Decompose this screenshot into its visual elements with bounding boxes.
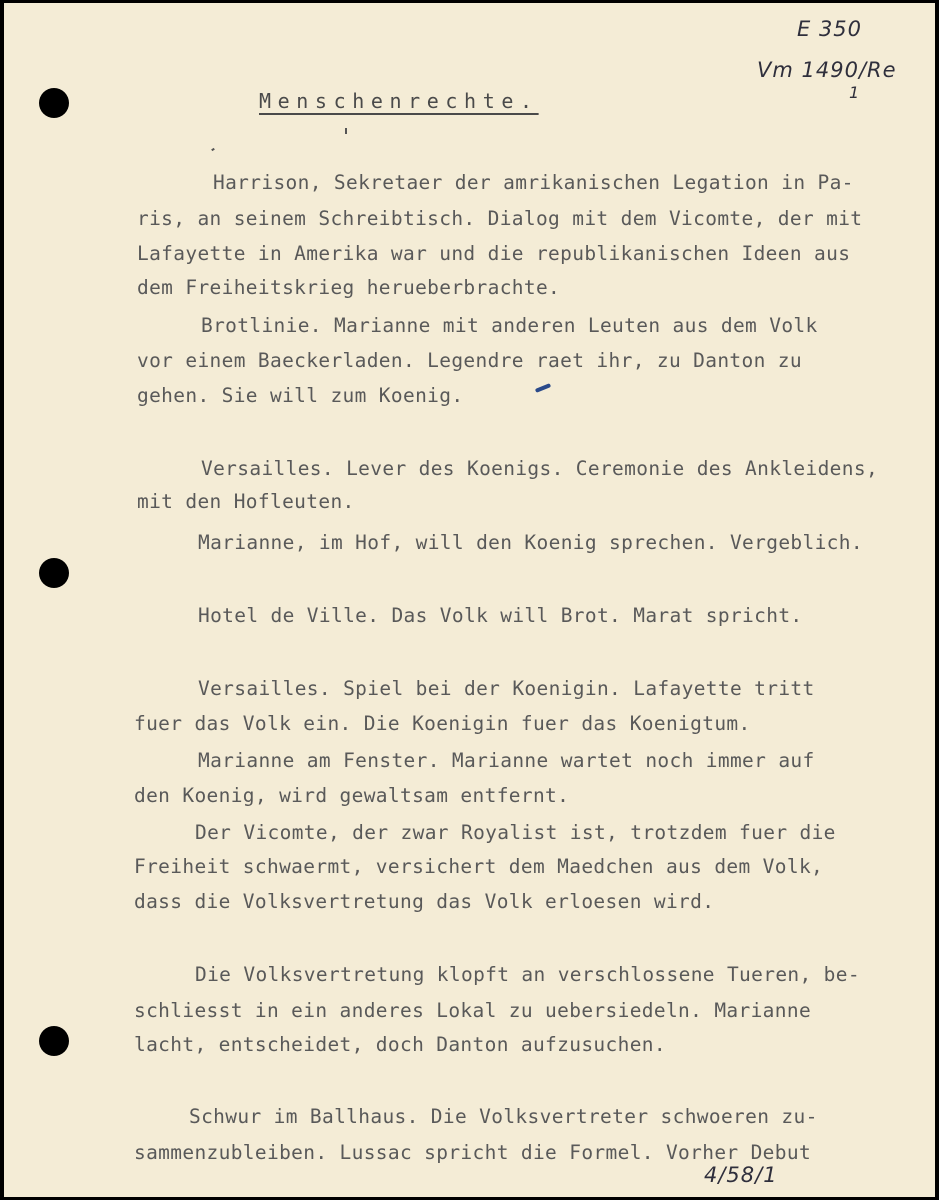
text-line: Versailles. Lever des Koenigs. Ceremonie des Ankleidens, (201, 457, 879, 480)
text-line: vor einem Baeckerladen. Legendre raet ihr, zu Danton zu (137, 349, 802, 372)
text-line: lacht, entscheidet, doch Danton aufzusuchen. (134, 1033, 666, 1056)
document-page (4, 3, 935, 1197)
archive-reference-sub: 1 (849, 83, 861, 102)
text-line: mit den Hofleuten. (137, 490, 355, 513)
pen-mark (211, 148, 215, 151)
punch-hole (39, 1026, 69, 1056)
text-line: Hotel de Ville. Das Volk will Brot. Marat spricht. (198, 604, 803, 627)
text-line: dass die Volksvertretung das Volk erloesen wird. (134, 890, 715, 913)
pen-mark (345, 128, 347, 134)
text-line: ris, an seinem Schreibtisch. Dialog mit dem Vicomte, der mit (137, 207, 863, 230)
text-line: schliesst in ein anderes Lokal zu uebersiedeln. Marianne (134, 999, 812, 1022)
punch-hole (39, 88, 69, 118)
text-line: Harrison, Sekretaer der amrikanischen Legation in Pa- (213, 171, 854, 194)
ink-mark (535, 383, 551, 393)
text-line: den Koenig, wird gewaltsam entfernt. (134, 784, 570, 807)
page-number: 4/58/1 (704, 1163, 778, 1187)
document-title: Menschenrechte. (259, 89, 539, 113)
text-line: Marianne am Fenster. Marianne wartet noch immer auf (198, 749, 815, 772)
text-line: Brotlinie. Marianne mit anderen Leuten aus dem Volk (201, 314, 818, 337)
archive-reference: Vm 1490/Re (757, 58, 897, 82)
text-line: gehen. Sie will zum Koenig. (137, 384, 464, 407)
text-line: Versailles. Spiel bei der Koenigin. Lafayette tritt (198, 677, 815, 700)
text-line: fuer das Volk ein. Die Koenigin fuer das Koenigtum. (134, 712, 751, 735)
text-line: Die Volksvertretung klopft an verschlossene Tueren, be- (195, 963, 860, 986)
text-line: Lafayette in Amerika war und die republikanischen Ideen aus (137, 242, 851, 265)
text-line: Der Vicomte, der zwar Royalist ist, trotzdem fuer die (195, 821, 836, 844)
text-line: Schwur im Ballhaus. Die Volksvertreter schwoeren zu- (189, 1105, 818, 1128)
text-line: sammenzubleiben. Lussac spricht die Formel. Vorher Debut (134, 1141, 812, 1164)
text-line: Marianne, im Hof, will den Koenig sprechen. Vergeblich. (198, 531, 863, 554)
text-line: dem Freiheitskrieg herueberbrachte. (137, 276, 561, 299)
punch-hole (39, 558, 69, 588)
text-line: Freiheit schwaermt, versichert dem Maedchen aus dem Volk, (134, 855, 824, 878)
archive-code: E 350 (797, 17, 863, 41)
